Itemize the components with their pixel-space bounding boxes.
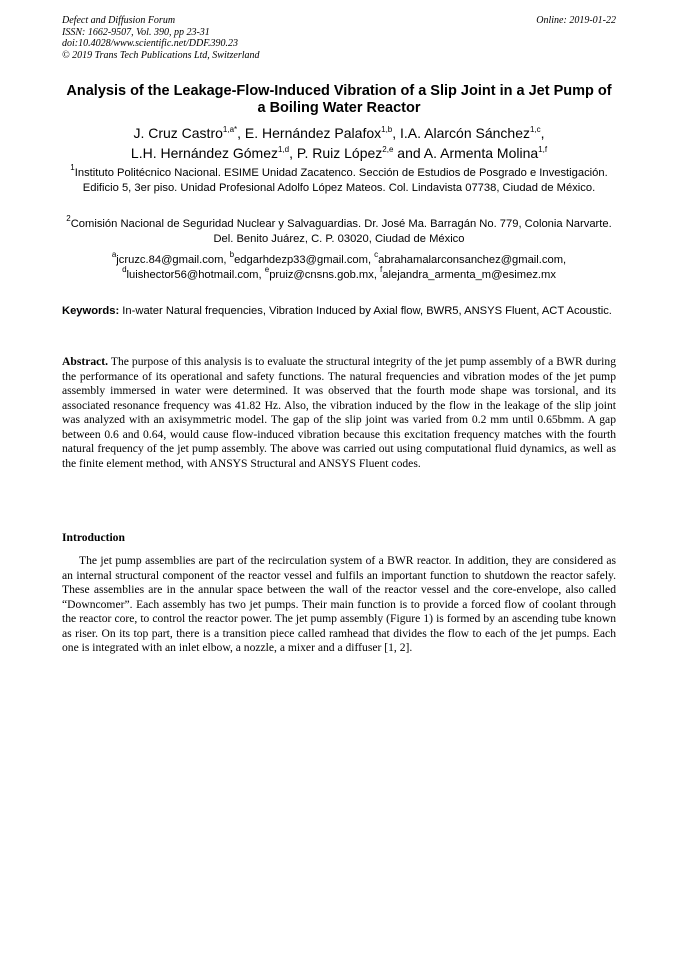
- journal-header: [62, 15, 616, 61]
- email: $^b$edgarhdezp33@gmail.com,: [229, 250, 375, 266]
- online-date: Online: 2019-01-22: [536, 15, 616, 26]
- email: $^e$pruiz@cnsns.gob.mx,: [264, 264, 381, 281]
- author: P. Ruiz López$^{2,e}$ and: [296, 145, 424, 161]
- keywords: [62, 304, 616, 319]
- journal-name: Defect and Diffusion Forum: [62, 15, 176, 26]
- author: E. Hernández Palafox$^{1,b}$,: [244, 125, 401, 141]
- author: J. Cruz Castro$^{1,a*}$,: [133, 125, 245, 141]
- email-list: [62, 250, 616, 282]
- author-list: [62, 123, 616, 163]
- abstract: [62, 355, 616, 471]
- introduction-heading: Introduction: [62, 531, 125, 544]
- introduction-paragraph: The jet pump assemblies are part of the recirculation system of a BWR reactor. In addition, they are considered as an internal structural component of the reactor vessel and fulfils an important function to shutdown the reactor safely. These assemblies are in the annular space between the wall of the reactor vessel and the core-envelope, also called “Downcomer”. Each assembly has two jet pumps. Their main function is to provide a forced flow of coolant through the reactor core, to control the reactor power. The jet pump assembly (Figure 1) is formed by an ascending tube known as riser. On its top part, there is a transition piece called ramhead that divides the flow to each of the jet pumps. Each one is integrated with an inlet elbow, a nozzle, a mixer and a diffuser [1, 2].: [62, 554, 616, 654]
- abstract-text: The purpose of this analysis is to evaluate the structural integrity of the jet pump assembly of a BWR during the performance of its operational and safety functions. The natural frequencies and vibration modes of the jet pump assembly immersed in water were determined. It was observed that the fourth mode shape was torsional, and its associated resonance frequency was 41.82 Hz. Also, the vibration induced by the flow in the leakage of the slip joint was analyzed with an axisymmetric model. The gap of the slip joint was varied from 0.2 mm until 0.65bmm. A gap between 0.6 and 0.64, would cause flow-induced vibration because this excitation frequency matches with the fourth natural frequency of the jet pump assembly. The above was carried out using computational fluid dynamics, as well as the finite element method, with ANSYS Structural and ANSYS Fluent codes.: [62, 355, 616, 470]
- email: $^f$alejandra_armenta_m@esimez.mx: [380, 264, 556, 281]
- author: L.H. Hernández Gómez$^{1,d}$,: [130, 145, 297, 161]
- author: A. Armenta Molina$^{1,f}$: [423, 145, 548, 161]
- affiliation-1: $^1$Instituto Politécnico Nacional. ESIME Unidad Zacatenco. Sección de Estudios de Posgrado e Investigación. Edificio 5, 3er piso. Unidad Profesional Adolfo López Mateos. Col. Lindavista 07738, Ciudad de México.: [70, 163, 608, 194]
- issn-line: ISSN: 1662-9507, Vol. 390, pp 23-31: [62, 26, 210, 38]
- copyright-line: © 2019 Trans Tech Publications Ltd, Switzerland: [62, 49, 260, 61]
- author: I.A. Alarcón Sánchez$^{1,c}$,: [400, 125, 545, 141]
- keywords-label: Keywords:: [62, 305, 120, 317]
- email: $^c$abrahamalarconsanchez@gmail.com,: [374, 250, 567, 266]
- email: $^a$jcruzc.84@gmail.com,: [111, 250, 230, 266]
- abstract-label: Abstract.: [62, 355, 109, 368]
- doi-line: doi:10.4028/www.scientific.net/DDF.390.23: [62, 38, 239, 49]
- email: $^d$luishector56@hotmail.com,: [122, 264, 265, 281]
- affiliation-2: $^2$Comisión Nacional de Seguridad Nuclear y Salvaguardias. Dr. José Ma. Barragán No. 779, Colonia Narvarte. Del. Benito Juárez, C. P. 03020, Ciudad de México: [66, 214, 612, 245]
- paper-title: Analysis of the Leakage-Flow-Induced Vibration of a Slip Joint in a Jet Pump of a Boiling Water Reactor: [66, 83, 612, 116]
- keywords-text: In-water Natural frequencies, Vibration Induced by Axial flow, BWR5, ANSYS Fluent, ACT Acoustic.: [119, 305, 612, 317]
